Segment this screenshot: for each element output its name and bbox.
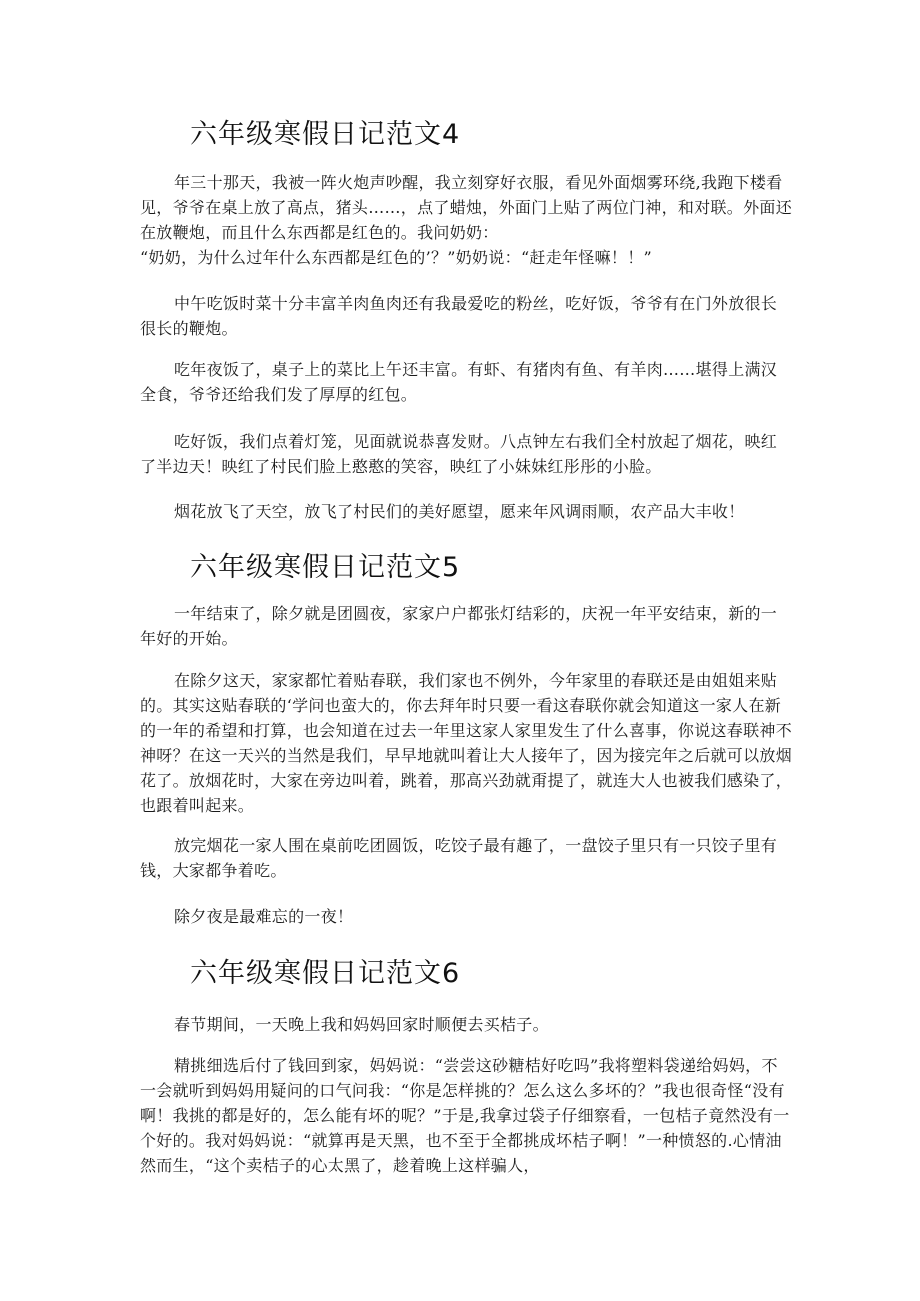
section-title: 六年级寒假日记范文6 [190, 958, 461, 989]
paragraph: 放完烟花一家人围在桌前吃团圆饭，吃饺子最有趣了，一盘饺子里只有一只饺子里有钱，大家都争着吃。 [140, 836, 778, 880]
paragraph: 精挑细选后付了钱回到家，妈妈说：“尝尝这砂糖桔好吃吗”我将塑料袋递给妈妈，不一会就听到妈妈用疑问的口气问我：“你是怎样挑的？怎么这么多坏的？”我也很奇怪“没有啊！我挑的都是好的，怎么能有坏的呢？”于是,我拿过袋子仔细察看，一包桔子竟然没有一个好的。我对妈妈说：“就算再是天黑，也不至于全都挑成坏桔子啊！”一种愤怒的.心情油然而生，“这个卖桔子的心太黑了，趁着晚上这样骗人， [140, 1056, 790, 1175]
paragraph: 吃好饭，我们点着灯笼，见面就说恭喜发财。八点钟左右我们全村放起了烟花，映红了半边天！映红了村民们脸上憨憨的笑容，映红了小妹妹红彤彤的小脸。 [140, 432, 778, 476]
paragraph: 年三十那天，我被一阵火炮声吵醒，我立刻穿好衣服，看见外面烟雾环绕,我跑下楼看见，爷爷在桌上放了高点，猪头……，点了蜡烛，外面门上贴了两位门神，和对联。外面还在放鞭炮，而且什么东西都是红色的。我问奶奶： [140, 173, 793, 242]
section-title: 六年级寒假日记范文5 [190, 552, 461, 583]
paragraph: 春节期间，一天晚上我和妈妈回家时顺便去买桔子。 [174, 1015, 549, 1034]
paragraph: 中午吃饭时菜十分丰富羊肉鱼肉还有我最爱吃的粉丝，吃好饭，爷爷有在门外放很长很长的鞭炮。 [140, 294, 778, 338]
paragraph: 烟花放飞了天空，放飞了村民们的美好愿望，愿来年风调雨顺，农产品大丰收！ [174, 502, 745, 521]
paragraph: 一年结束了，除夕就是团圆夜，家家户户都张灯结彩的，庆祝一年平安结束，新的一年好的开始。 [140, 604, 778, 648]
paragraph: 吃年夜饭了，桌子上的菜比上午还丰富。有虾、有猪肉有鱼、有羊肉……堪得上满汉全食，爷爷还给我们发了厚厚的红包。 [140, 360, 778, 404]
paragraph: “奶奶，为什么过年什么东西都是红色的’？”奶奶说：“赶走年怪嘛！！” [140, 248, 653, 267]
paragraph: 在除夕这天，家家都忙着贴春联，我们家也不例外，今年家里的春联还是由姐姐来贴的。其实这贴春联的‘学问也蛮大的，你去拜年时只要一看这春联你就会知道这一家人在新的一年的希望和打算，也会知道在过去一年里这家人家里发生了什么喜事，你说这春联神不神呀？在这一天兴的当然是我们，早早地就叫着让大人接年了，因为接完年之后就可以放烟花了。放烟花时，大家在旁边叫着，跳着，那高兴劲就甭提了，就连大人也被我们感染了，也跟着叫起来。 [140, 671, 793, 815]
paragraph: 除夕夜是最难忘的一夜！ [174, 907, 354, 926]
section-title: 六年级寒假日记范文4 [190, 119, 461, 150]
